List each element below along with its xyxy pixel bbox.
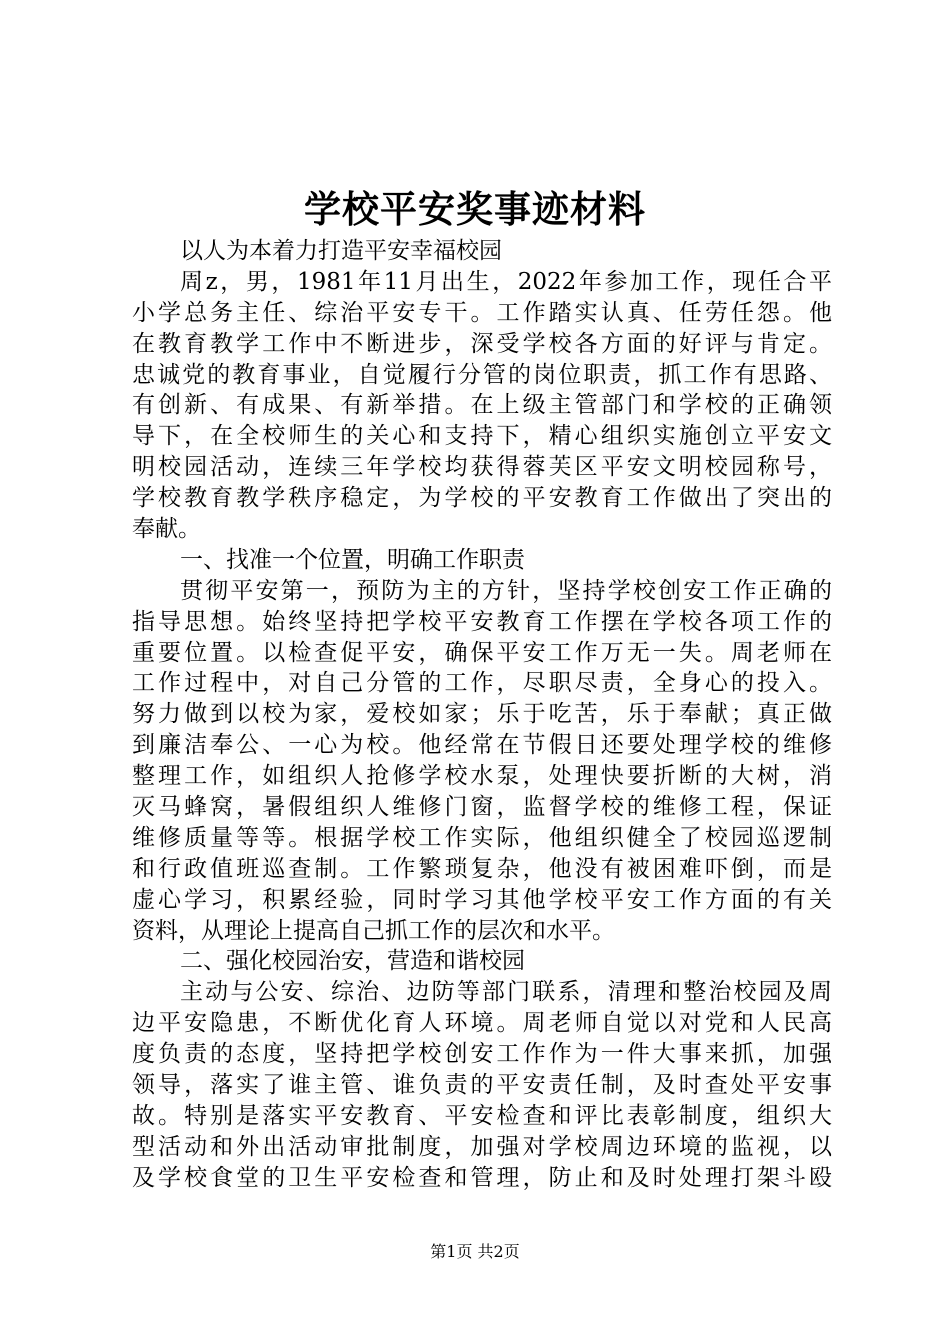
text-line: 重要位置。以检查促平安，确保平安工作万无一失。周老师在 <box>132 639 832 666</box>
document-title: 学校平安奖事迹材料 <box>304 187 646 231</box>
text-line: 学校教育教学秩序稳定，为学校的平安教育工作做出了突出的 <box>132 485 832 512</box>
text-line: 指导思想。始终坚持把学校平安教育工作摆在学校各项工作的 <box>132 608 832 635</box>
text-line: 在教育教学工作中不断进步，深受学校各方面的好评与肯定。 <box>132 330 832 357</box>
page-footer: 第1页 共2页 <box>430 1242 520 1261</box>
text-line: 主动与公安、综治、边防等部门联系，清理和整治校园及周 <box>180 979 832 1006</box>
text-line: 一、找准一个位置，明确工作职责 <box>180 546 525 573</box>
text-line: 有创新、有成果、有新举措。在上级主管部门和学校的正确领 <box>132 392 832 419</box>
text-line: 贯彻平安第一，预防为主的方针，坚持学校创安工作正确的 <box>180 577 832 604</box>
text-line: 小学总务主任、综治平安专干。工作踏实认真、任劳任怨。他 <box>132 299 832 326</box>
text-line: 维修质量等等。根据学校工作实际，他组织健全了校园巡逻制 <box>132 824 832 851</box>
text-line: 虚心学习，积累经验，同时学习其他学校平安工作方面的有关 <box>132 886 832 913</box>
text-line: 奉献。 <box>132 516 201 543</box>
text-line: 周z，男，1981年11月出生，2022年参加工作，现任合平 <box>180 268 832 295</box>
text-line: 整理工作，如组织人抢修学校水泵，处理快要折断的大树，消 <box>132 763 832 790</box>
text-line: 努力做到以校为家，爱校如家；乐于吃苦，乐于奉献；真正做 <box>132 701 832 728</box>
text-line: 到廉洁奉公、一心为校。他经常在节假日还要处理学校的维修 <box>132 732 832 759</box>
text-line: 型活动和外出活动审批制度，加强对学校周边环境的监视，以 <box>132 1133 832 1160</box>
text-line: 领导，落实了谁主管、谁负责的平安责任制，及时查处平安事 <box>132 1072 832 1099</box>
text-line: 资料，从理论上提高自己抓工作的层次和水平。 <box>132 917 615 944</box>
text-line: 和行政值班巡查制。工作繁琐复杂，他没有被困难吓倒，而是 <box>132 855 832 882</box>
text-line: 度负责的态度，坚持把学校创安工作作为一件大事来抓，加强 <box>132 1041 832 1068</box>
text-line: 故。特别是落实平安教育、平安检查和评比表彰制度，组织大 <box>132 1102 832 1129</box>
text-line: 及学校食堂的卫生平安检查和管理，防止和及时处理打架斗殴 <box>132 1164 832 1191</box>
text-line: 工作过程中，对自己分管的工作，尽职尽责，全身心的投入。 <box>132 670 832 697</box>
text-line: 边平安隐患，不断优化育人环境。周老师自觉以对党和人民高 <box>132 1010 832 1037</box>
text-line: 明校园活动，连续三年学校均获得蓉芙区平安文明校园称号， <box>132 454 832 481</box>
text-line: 二、强化校园治安，营造和谐校园 <box>180 948 525 975</box>
text-line: 灭马蜂窝，暑假组织人维修门窗，监督学校的维修工程，保证 <box>132 794 832 821</box>
text-line: 以人为本着力打造平安幸福校园 <box>180 238 502 264</box>
document-body <box>132 236 832 1194</box>
text-line: 忠诚党的教育事业，自觉履行分管的岗位职责，抓工作有思路、 <box>132 361 832 388</box>
text-line: 导下，在全校师生的关心和支持下，精心组织实施创立平安文 <box>132 423 832 450</box>
